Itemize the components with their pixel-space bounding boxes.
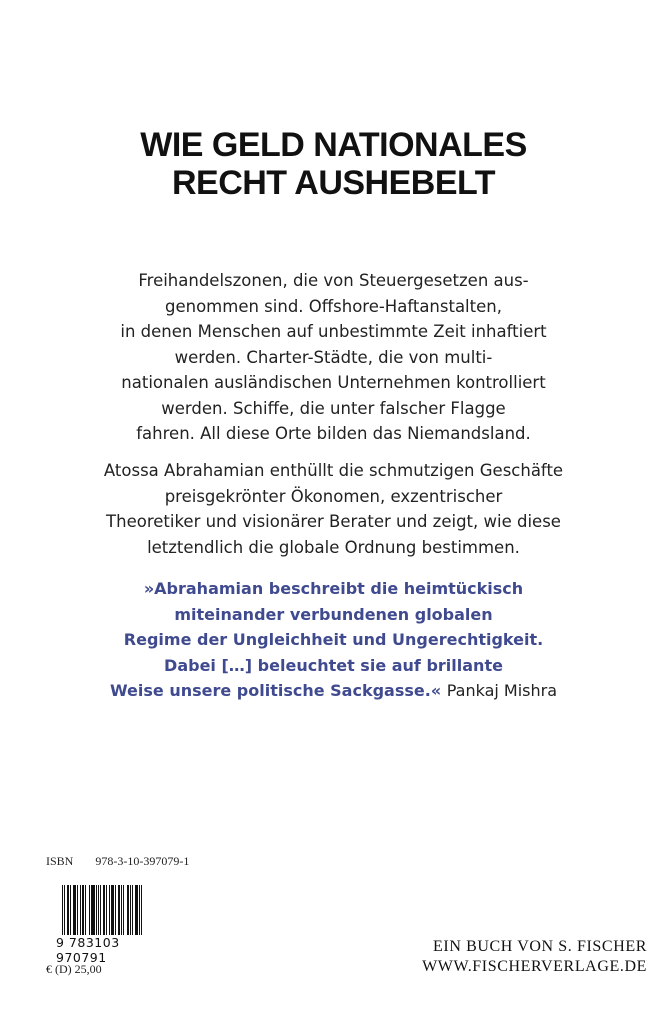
- review-quote: [0, 576, 667, 704]
- isbn-number: 978-3-10-397079-1: [95, 854, 190, 868]
- quote-line: Dabei […] beleuchtet sie auf brillante: [164, 655, 503, 675]
- blurb-line: Theoretiker und visionärer Berater und zeigt, wie diese: [106, 512, 561, 531]
- blurb-line: Atossa Abrahamian enthüllt die schmutzigen Geschäfte: [103, 461, 564, 480]
- quote-line-last: [0, 678, 667, 704]
- back-cover-title: [0, 126, 667, 202]
- blurb-line: fahren. All diese Orte bilden das Niemandsland.: [136, 424, 531, 443]
- price-label: € (D) 25,00: [46, 962, 102, 976]
- publisher-info: [422, 937, 647, 977]
- title-line-1: WIE GELD NATIONALES: [140, 126, 527, 164]
- publisher-line: EIN BUCH VON S. FISCHER: [433, 938, 647, 955]
- blurb-line: nationalen ausländischen Unternehmen kontrolliert: [121, 373, 546, 392]
- blurb-line: genommen sind. Offshore-Haftanstalten,: [165, 296, 502, 316]
- blurb-line: preisgekrönter Ökonomen, exzentrischer: [164, 486, 503, 506]
- quote-author: Pankaj Mishra: [446, 681, 558, 700]
- isbn-label: ISBN: [46, 854, 74, 868]
- quote-line: miteinander verbundenen globalen: [174, 604, 493, 624]
- isbn-line: [46, 854, 189, 869]
- publisher-website: WWW.FISCHERVERLAGE.DE: [422, 958, 647, 975]
- blurb-line: werden. Charter-Städte, die von multi-: [174, 347, 493, 367]
- quote-line: Weise unsere politische Sackgasse.«: [109, 681, 442, 700]
- blurb-paragraph-2: [0, 458, 667, 560]
- quote-line: »Abrahamian beschreibt die heimtückisch: [143, 579, 524, 598]
- blurb-line: Freihandelszonen, die von Steuergesetzen aus-: [138, 271, 529, 290]
- blurb-line: letztendlich die globale Ordnung bestimmen.: [147, 537, 520, 557]
- barcode-digits: 9 783103 970791: [56, 935, 120, 965]
- blurb-line: werden. Schiffe, die unter falscher Flagge: [161, 398, 506, 418]
- title-line-2: RECHT AUSHEBELT: [171, 164, 496, 202]
- quote-line: Regime der Ungleichheit und Ungerechtigkeit.: [123, 630, 544, 649]
- barcode-icon: [62, 885, 154, 935]
- blurb-line: in denen Menschen auf unbestimmte Zeit inhaftiert: [120, 322, 547, 341]
- blurb-paragraph-1: [0, 268, 667, 447]
